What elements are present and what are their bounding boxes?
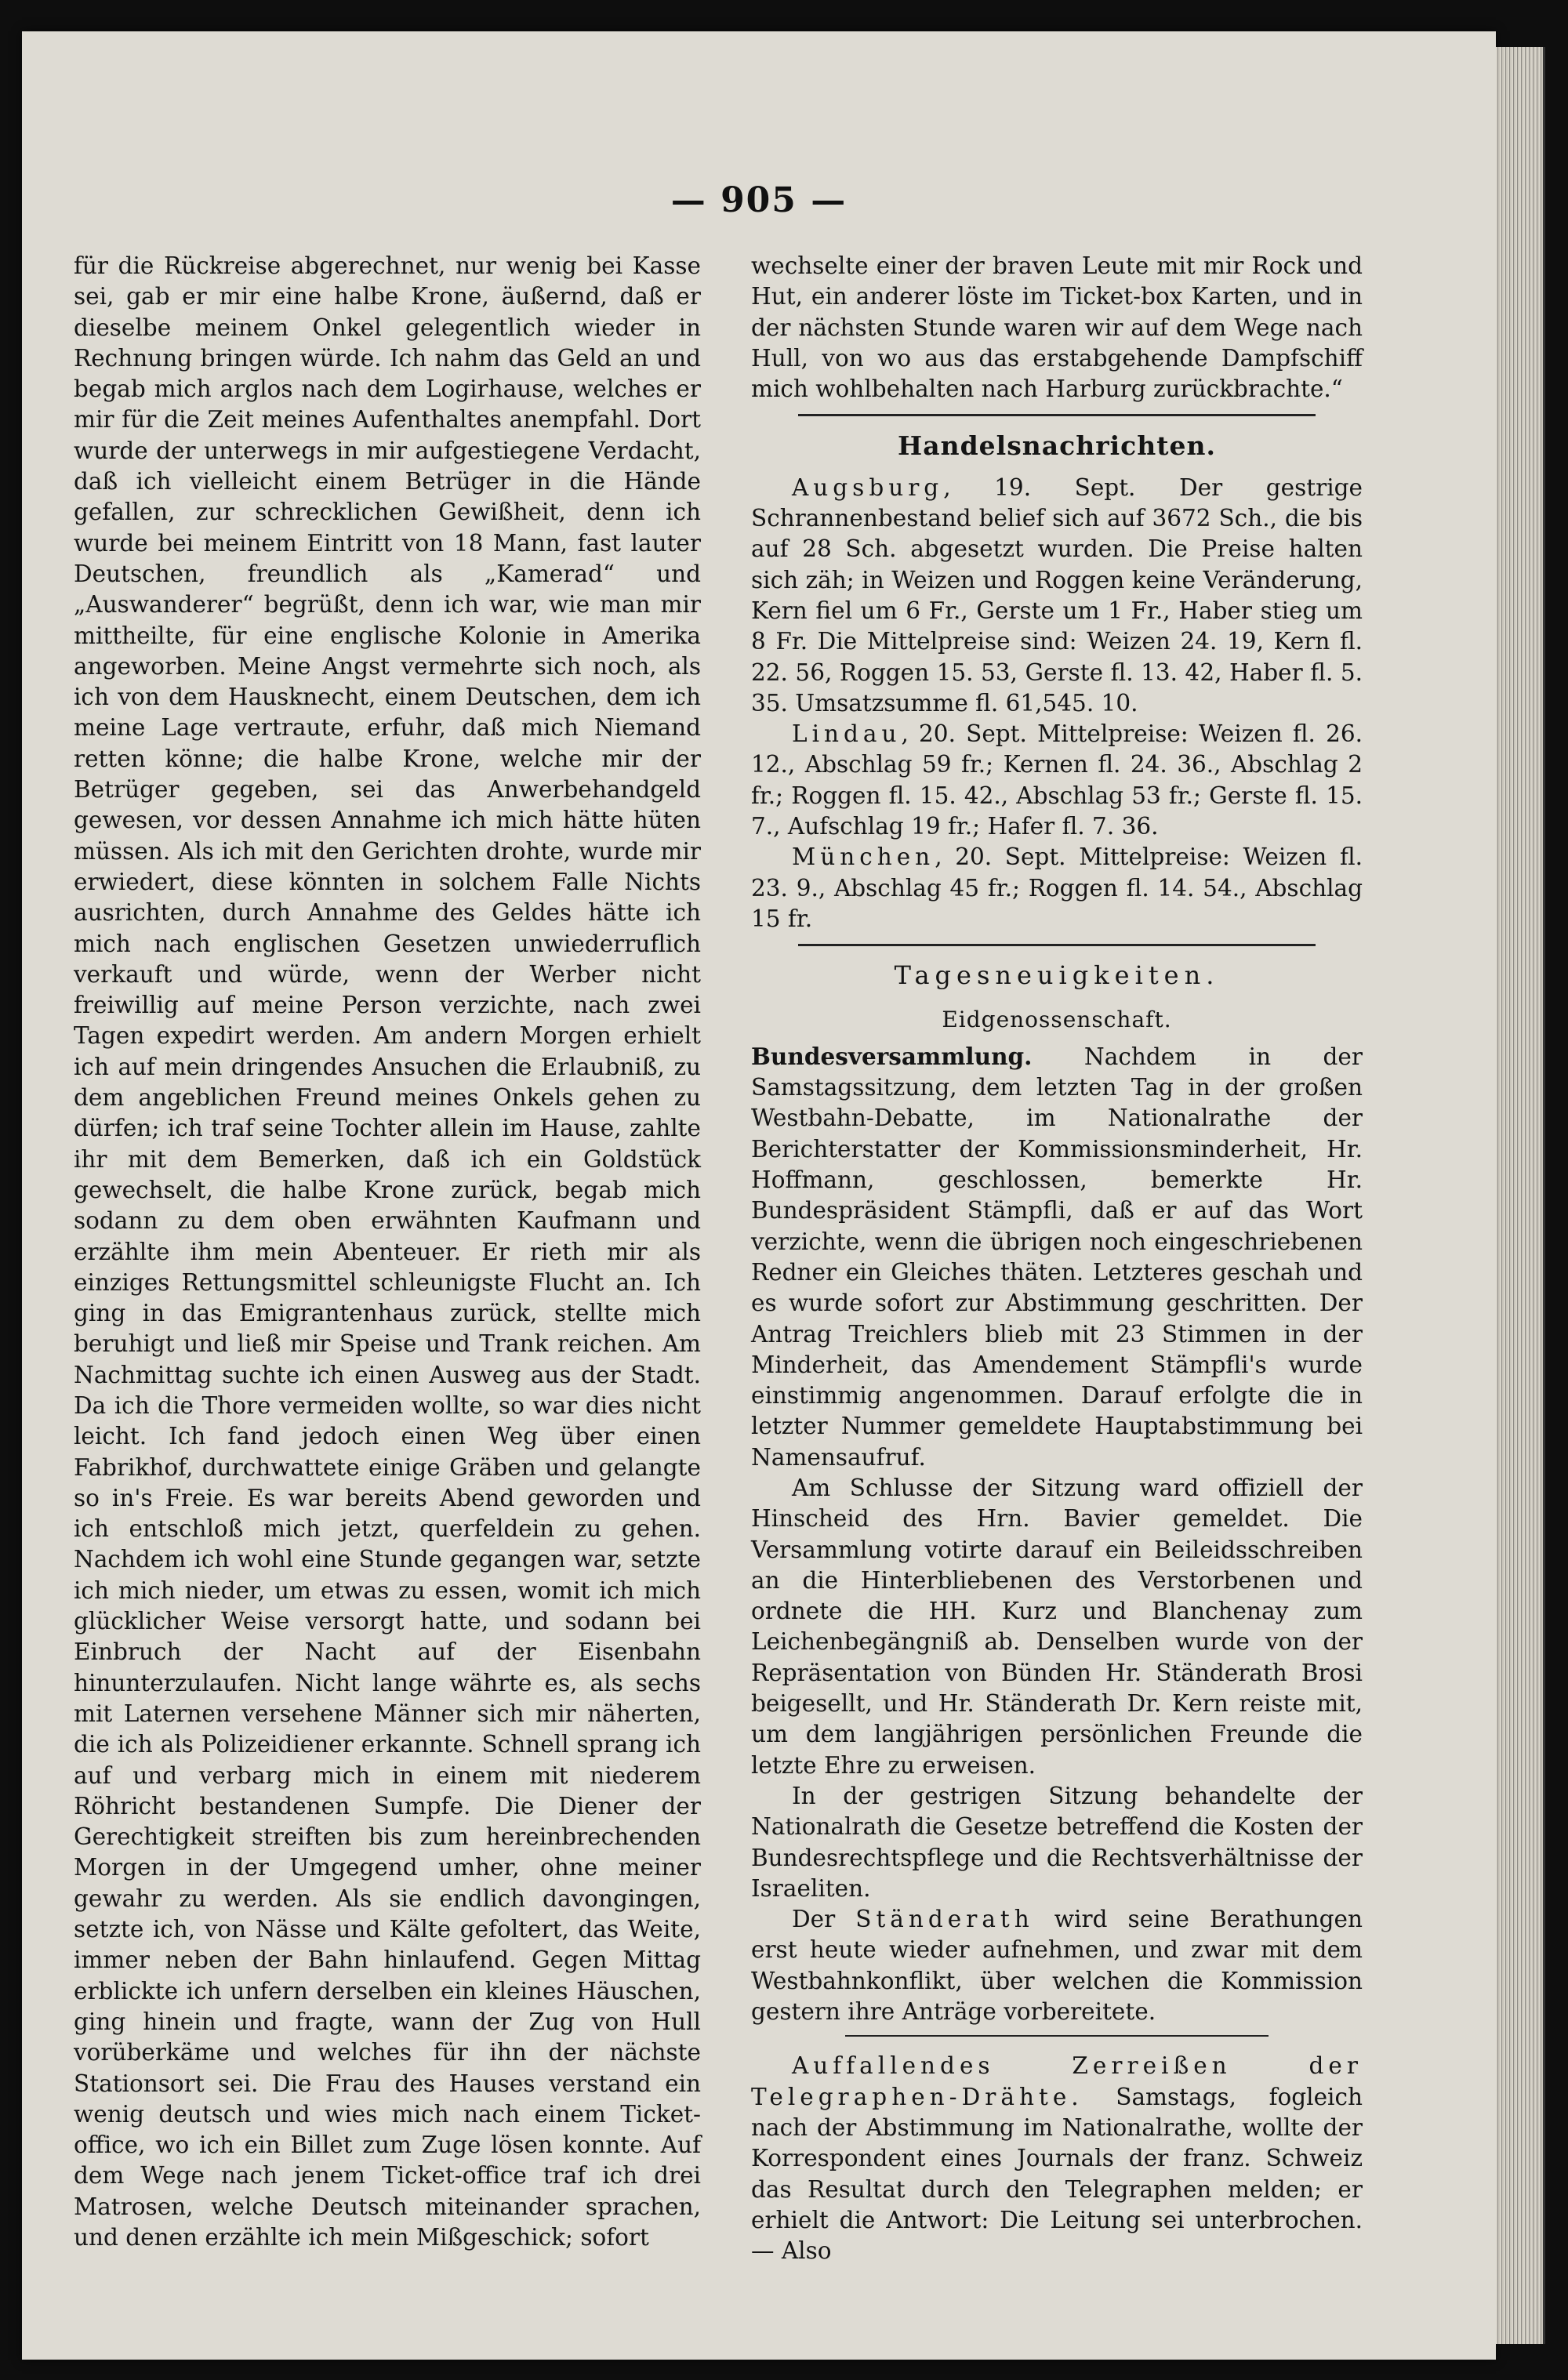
page-number: — 905 — — [670, 180, 848, 220]
assembly-text: Nachdem in der Samstagssitzung, dem letzten Tag in der großen Westbahn-Debatte, im Nationalrathe der Berichterstatter der Kommissionsminderheit, Hr. Hoffmann, geschlossen, bemerkte Hr. Bundespräsident Stämpfli, daß er auf das Wort verzichte, wenn die übrigen noch eingeschriebenen Redner ein Gleiches thäten. Letzteres geschah und es wurde sofort zur Abstimmung geschritten. Der Antrag Treichlers blieb mit 23 Stimmen in der Minderheit, das Amendement Stämpfli's wurde einstimmig angenommen. Darauf erfolgte die in letzter Nummer gemeldete Hauptabstimmung bei Namensaufruf. — [751, 1043, 1363, 1471]
left-column-text: für die Rückreise abgerechnet, nur wenig bei Kasse sei, gab er mir eine halbe Krone, äußernd, daß er dieselbe meinem Onkel gelegentlich wieder in Rechnung bringen würde. Ich nahm das Geld an und begab mich arglos nach dem Logirhause, welches er mir für die Zeit meines Aufenthaltes anempfahl. Dort wurde der unterwegs in mir aufgestiegene Verdacht, daß ich vielleicht einem Betrüger in die Hände gefallen, zur schrecklichen Gewißheit, denn ich wurde bei meinem Eintritt von 18 Mann, fast lauter Deutschen, freundlich als „Kamerad“ und „Auswanderer“ begrüßt, denn ich war, wie man mir mittheilte, für eine englische Kolonie in Amerika angeworben. Meine Angst vermehrte sich noch, als ich von dem Hausknecht, einem Deutschen, dem ich meine Lage vertraute, erfuhr, daß mich Niemand retten könne; die halbe Krone, welche mir der Betrüger gegeben, sei das Anwerbehandgeld gewesen, vor dessen Annahme ich mich hätte hüten müssen. Als ich mit den Gerichten drohte, wurde mir erwiedert, diese könnten in solchem Falle Nichts ausrichten, durch Annahme des Geldes hätte ich mich nach englischen Gesetzen unwiederruflich verkauft und würde, wenn der Werber nicht freiwillig auf meine Person verzichte, nach zwei Tagen expedirt werden. Am andern Morgen erhielt ich auf mein dringendes Ansuchen die Erlaubniß, zu dem angeblichen Freund meines Onkels gehen zu dürfen; ich traf seine Tochter allein im Hause, zahlte ihr mit dem Bemerken, daß ich ein Goldstück gewechselt, die halbe Krone zurück, begab mich sodann zu dem oben erwähnten Kaufmann und erzählte ihm mein Abenteuer. Er rieth mir als einziges Rettungsmittel schleunigste Flucht an. Ich ging in das Emigrantenhaus zurück, stellte mich beruhigt und ließ mir Speise und Trank reichen. Am Nachmittag suchte ich einen Ausweg aus der Stadt. Da ich die Thore vermeiden wollte, so war dies nicht leicht. Ich fand jedoch einen Weg über einen Fabrikhof, durchwattete einige Gräben und gelangte so in's Freie. Es war bereits Abend geworden und ich entschloß mich jetzt, querfeldein zu gehen. Nachdem ich wohl eine Stunde gegangen war, setzte ich mich nieder, um etwas zu essen, womit ich mich glücklicher Weise versorgt hatte, und sodann bei Einbruch der Nacht auf der Eisenbahn hinunterzulaufen. Nicht lange währte es, als sechs mit Laternen versehene Männer sich mir näherten, die ich als Polizeidiener erkannte. Schnell sprang ich auf und verbarg mich in einem mit niederem Röhricht bestandenen Sumpfe. Die Diener der Gerechtigkeit streiften bis zum hereinbrechenden Morgen in der Umgegend umher, ohne meiner gewahr zu werden. Als sie endlich davongingen, setzte ich, von Nässe und Kälte gefoltert, das Weite, immer neben der Bahn hinlaufend. Gegen Mittag erblickte ich unfern derselben ein kleines Häuschen, ging hinein und fragte, wann der Zug von Hull vorüberkäme und welches für ihn der nächste Stationsort sei. Die Frau des Hauses verstand ein wenig deutsch und wies mich nach einem Ticket-office, wo ich ein Billet zum Zuge lösen konnte. Auf dem Wege nach jenem Ticket-office traf ich drei Matrosen, welche Deutsch miteinander sprachen, und denen erzählte ich mein Mißgeschick; sofort — [74, 252, 701, 2251]
trade-text: , 19. Sept. Der gestrige Schrannenbestand belief sich auf 3672 Sch., die bis auf 28 Sch. abgesetzt wurden. Die Preise halten sich zäh; in Weizen und Roggen keine Veränderung, Kern fiel um 6 Fr., Gerste um 1 Fr., Haber stieg um 8 Fr. Die Mittelpreise sind: Weizen 24. 19, Kern fl. 22. 56, Roggen 15. 53, Gerste fl. 13. 42, Haber fl. 5. 35. Umsatzsumme fl. 61,545. 10. — [751, 473, 1363, 717]
telegraph-paragraph — [751, 2051, 1363, 2266]
council-prefix: Der — [792, 1906, 856, 1933]
newspaper-page — [22, 31, 1496, 2360]
assembly-paragraph — [751, 1041, 1363, 1473]
daily-news-title: Tagesneuigkeiten. — [894, 960, 1220, 991]
right-column — [751, 251, 1363, 2266]
telegraph-heading: Auffallendes Zerreißen der Telegraphen-Drähte. — [751, 2052, 1363, 2110]
assembly-paragraph-2: Am Schlusse der Sitzung ward offiziell der Hinscheid des Hrn. Bavier gemeldet. Die Versammlung votirte darauf ein Beileidsschreiben an die Hinterbliebenen des Verstorbenen und ordnete die HH. Kurz und Blanchenay zum Leichenbegängniß ab. Denselben wurde von der Repräsentation von Bünden Hr. Ständerath Brosi beigesellt, und Hr. Ständerath Dr. Kern reiste mit, um dem langjährigen persönlichen Freunde die letzte Ehre zu erweisen. — [751, 1474, 1363, 1779]
section-divider — [798, 414, 1316, 416]
trade-city: Lindau — [792, 720, 902, 748]
trade-report-muenchen — [751, 842, 1363, 934]
trade-report-lindau — [751, 719, 1363, 842]
section-divider — [798, 944, 1316, 946]
trade-news-title: Handelsnachrichten. — [898, 430, 1216, 462]
council-paragraph — [751, 1904, 1363, 2027]
council-name: Ständerath — [855, 1906, 1034, 1933]
article-divider — [845, 2035, 1269, 2037]
trade-city: München — [792, 844, 935, 871]
assembly-heading: Bundesversammlung. — [751, 1042, 1033, 1070]
page-edge — [1496, 47, 1545, 2344]
trade-text: , 20. Sept. Mittelpreise: Weizen fl. 23. 9., Abschlag 45 fr.; Roggen fl. 14. 54., Abschlag 15 fr. — [751, 844, 1363, 932]
continuation-text: wechselte einer der braven Leute mit mir Rock und Hut, ein anderer löste im Ticket-box Karten, und in der nächsten Stunde waren wir auf dem Wege nach Hull, von wo aus das erstabgehende Dampfschiff mich wohlbehalten nach Harburg zurückbrachte.“ — [751, 252, 1363, 403]
trade-text: , 20. Sept. Mittelpreise: Weizen fl. 26. 12., Abschlag 59 fr.; Kernen fl. 24. 36., Abschlag 2 fr.; Roggen fl. 15. 42., Abschlag 53 fr.; Gerste fl. 15. 7., Aufschlag 19 fr.; Hafer fl. 7. 36. — [751, 720, 1363, 840]
assembly-paragraph-3: In der gestrigen Sitzung behandelte der Nationalrath die Gesetze betreffend die Kosten der Bundesrechtspflege und die Rechtsverhältnisse der Israeliten. — [751, 1782, 1363, 1902]
trade-city: Augsburg — [792, 473, 944, 501]
trade-report-augsburg — [751, 473, 1363, 719]
confederation-subtitle: Eidgenossenschaft. — [942, 1006, 1172, 1032]
left-column — [74, 251, 701, 2253]
council-text: wird seine Berathungen erst heute wieder aufnehmen, und zwar mit dem Westbahnkonflikt, über welchen die Kommission gestern ihre Anträge vorbereitete. — [751, 1906, 1363, 2026]
telegraph-text: Samstags, fogleich nach der Abstimmung im Nationalrathe, wollte der Korrespondent eines Journals der franz. Schweiz das Resultat durch den Telegraphen melden; er erhielt die Antwort: Die Leitung sei unterbrochen. — Also — [751, 2083, 1363, 2265]
